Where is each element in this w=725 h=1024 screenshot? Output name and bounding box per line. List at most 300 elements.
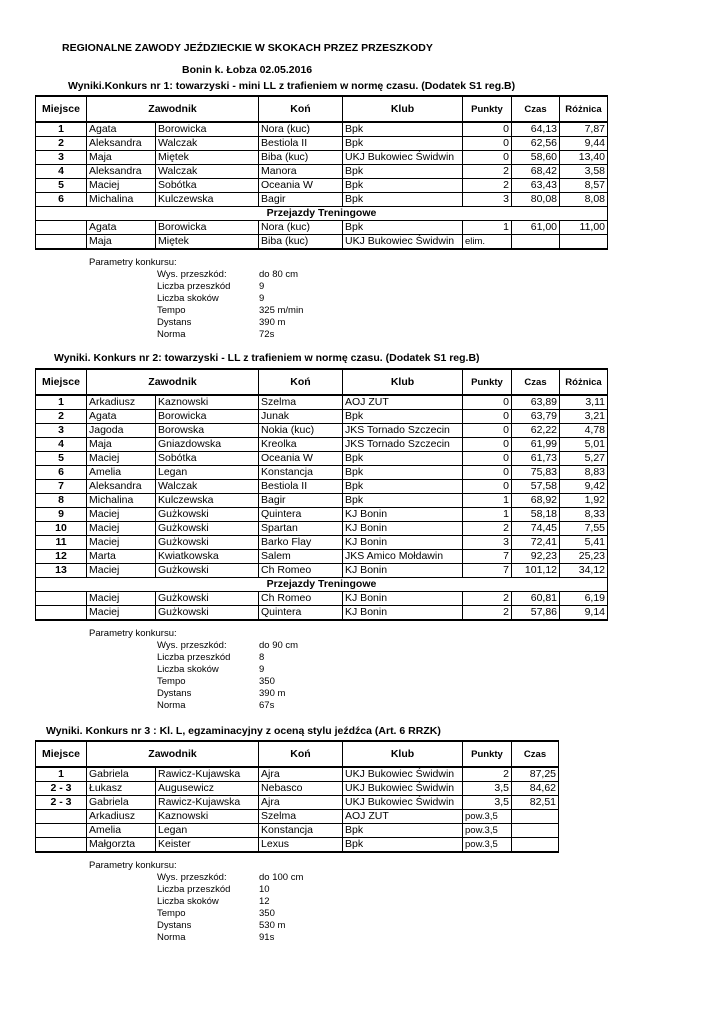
cell-roznica: 6,19 (560, 592, 608, 606)
table-row (36, 522, 608, 536)
parameters-label: Parametry konkursu: (89, 257, 177, 268)
cell-imie: Michalina (87, 193, 156, 207)
cell-klub: Bpk (343, 838, 463, 853)
cell-klub: JKS Amico Mołdawin (343, 550, 463, 564)
cell-nazwisko: Sobótka (156, 179, 259, 193)
header-klub: Klub (343, 96, 463, 122)
cell-imie: Michalina (87, 494, 156, 508)
cell-nazwisko: Kaznowski (156, 810, 259, 824)
cell-klub: KJ Bonin (343, 564, 463, 578)
cell-nazwisko: Rawicz-Kujawska (156, 796, 259, 810)
cell-kon: Nora (kuc) (259, 221, 343, 235)
cell-nazwisko: Gniazdowska (156, 438, 259, 452)
cell-czas: 84,62 (512, 782, 559, 796)
header-punkty: Punkty (463, 741, 512, 767)
cell-roznica: 9,42 (560, 480, 608, 494)
cell-klub: Bpk (343, 165, 463, 179)
k2-results-table (35, 368, 608, 621)
cell-roznica: 8,83 (560, 466, 608, 480)
cell-klub: KJ Bonin (343, 592, 463, 606)
cell-czas: 68,42 (512, 165, 560, 179)
table-row (36, 480, 608, 494)
cell-imie: Aleksandra (87, 480, 156, 494)
cell-klub: KJ Bonin (343, 522, 463, 536)
cell-miejsce (36, 592, 87, 606)
cell-kon: Manora (259, 165, 343, 179)
cell-imie: Agata (87, 122, 156, 137)
cell-imie: Małgorzta (87, 838, 156, 853)
cell-czas: 62,22 (512, 424, 560, 438)
table-row (36, 438, 608, 452)
header-zawodnik: Zawodnik (87, 741, 259, 767)
cell-roznica: 13,40 (560, 151, 608, 165)
cell-roznica: 7,87 (560, 122, 608, 137)
cell-imie: Maciej (87, 592, 156, 606)
parameter-name: Tempo (157, 908, 186, 919)
cell-czas (512, 824, 559, 838)
cell-punkty: 2 (463, 179, 512, 193)
table-row (36, 810, 559, 824)
header-punkty: Punkty (463, 369, 512, 395)
cell-kon: Spartan (259, 522, 343, 536)
cell-klub: Bpk (343, 494, 463, 508)
cell-punkty: 3 (463, 193, 512, 207)
k3-results-table (35, 740, 559, 853)
cell-imie: Maja (87, 235, 156, 250)
parameter-name: Wys. przeszkód: (157, 640, 227, 651)
header-czas: Czas (512, 369, 560, 395)
cell-klub: Bpk (343, 410, 463, 424)
cell-miejsce (36, 606, 87, 621)
cell-kon: Konstancja (259, 824, 343, 838)
cell-punkty: elim. (463, 235, 512, 250)
k3-title: Wyniki. Konkurs nr 3 : Kl. L, egzaminacyjny z oceną stylu jeźdźca (Art. 6 RRZK) (46, 725, 441, 737)
cell-kon: Nokia (kuc) (259, 424, 343, 438)
parameter-value: do 90 cm (259, 640, 299, 651)
cell-punkty: pow.3,5 (463, 838, 512, 853)
cell-miejsce: 2 (36, 410, 87, 424)
table-row (36, 424, 608, 438)
header-row (36, 369, 608, 395)
cell-nazwisko: Gużkowski (156, 606, 259, 621)
cell-klub: Bpk (343, 193, 463, 207)
cell-kon: Ch Romeo (259, 564, 343, 578)
document-subtitle: Bonin k. Łobza 02.05.2016 (182, 64, 313, 76)
cell-czas: 72,41 (512, 536, 560, 550)
table-row (36, 606, 608, 621)
cell-klub: AOJ ZUT (343, 395, 463, 410)
cell-nazwisko: Gużkowski (156, 522, 259, 536)
table-row (36, 494, 608, 508)
cell-imie: Arkadiusz (87, 395, 156, 410)
parameter-name: Norma (157, 932, 186, 943)
cell-czas: 60,81 (512, 592, 560, 606)
parameter-value: 9 (259, 281, 265, 292)
cell-nazwisko: Gużkowski (156, 508, 259, 522)
cell-miejsce: 1 (36, 767, 87, 782)
table-row (36, 796, 559, 810)
cell-czas: 87,25 (512, 767, 559, 782)
cell-punkty: 2 (463, 165, 512, 179)
table-row (36, 782, 559, 796)
cell-miejsce: 2 - 3 (36, 796, 87, 810)
cell-kon: Bagir (259, 193, 343, 207)
cell-imie: Maja (87, 438, 156, 452)
parameter-name: Liczba skoków (157, 664, 219, 675)
header-miejsce: Miejsce (36, 741, 87, 767)
training-separator-row (36, 578, 608, 592)
cell-miejsce: 4 (36, 165, 87, 179)
table-row (36, 767, 559, 782)
header-czas: Czas (512, 96, 560, 122)
cell-czas: 58,18 (512, 508, 560, 522)
cell-miejsce (36, 235, 87, 250)
cell-nazwisko: Miętek (156, 235, 259, 250)
cell-czas: 63,79 (512, 410, 560, 424)
parameter-name: Norma (157, 700, 186, 711)
header-miejsce: Miejsce (36, 369, 87, 395)
cell-klub: KJ Bonin (343, 508, 463, 522)
cell-miejsce: 8 (36, 494, 87, 508)
cell-czas: 101,12 (512, 564, 560, 578)
cell-klub: KJ Bonin (343, 606, 463, 621)
cell-klub: Bpk (343, 452, 463, 466)
cell-miejsce: 11 (36, 536, 87, 550)
cell-nazwisko: Kulczewska (156, 193, 259, 207)
cell-roznica: 3,58 (560, 165, 608, 179)
cell-roznica: 7,55 (560, 522, 608, 536)
cell-klub: Bpk (343, 122, 463, 137)
table-row (36, 122, 608, 137)
header-klub: Klub (343, 369, 463, 395)
header-zawodnik: Zawodnik (87, 369, 259, 395)
cell-imie: Aleksandra (87, 165, 156, 179)
cell-roznica: 25,23 (560, 550, 608, 564)
cell-czas: 63,43 (512, 179, 560, 193)
parameter-name: Tempo (157, 676, 186, 687)
cell-czas (512, 838, 559, 853)
training-label: Przejazdy Treningowe (36, 578, 608, 592)
parameter-name: Norma (157, 329, 186, 340)
parameter-value: 91s (259, 932, 275, 943)
cell-miejsce: 2 (36, 137, 87, 151)
cell-imie: Maciej (87, 452, 156, 466)
cell-imie: Maciej (87, 564, 156, 578)
cell-punkty: 0 (463, 438, 512, 452)
cell-nazwisko: Legan (156, 466, 259, 480)
parameter-value: 390 m (259, 688, 286, 699)
cell-miejsce: 3 (36, 424, 87, 438)
parameter-name: Wys. przeszkód: (157, 269, 227, 280)
cell-punkty: 0 (463, 395, 512, 410)
table-row (36, 235, 608, 250)
header-punkty: Punkty (463, 96, 512, 122)
cell-czas: 58,60 (512, 151, 560, 165)
cell-czas: 63,89 (512, 395, 560, 410)
header-zawodnik: Zawodnik (87, 96, 259, 122)
cell-roznica (560, 235, 608, 250)
cell-nazwisko: Walczak (156, 480, 259, 494)
cell-kon: Biba (kuc) (259, 151, 343, 165)
cell-miejsce: 5 (36, 179, 87, 193)
header-kon: Koń (259, 369, 343, 395)
cell-kon: Szelma (259, 395, 343, 410)
cell-klub: Bpk (343, 137, 463, 151)
parameter-value: 72s (259, 329, 275, 340)
cell-czas: 61,00 (512, 221, 560, 235)
table-row (36, 395, 608, 410)
cell-punkty: 2 (463, 606, 512, 621)
cell-nazwisko: Gużkowski (156, 564, 259, 578)
cell-imie: Łukasz (87, 782, 156, 796)
cell-roznica: 1,92 (560, 494, 608, 508)
table-row (36, 466, 608, 480)
cell-czas (512, 235, 560, 250)
parameter-name: Liczba przeszkód (157, 652, 231, 663)
cell-imie: Maciej (87, 522, 156, 536)
cell-roznica: 34,12 (560, 564, 608, 578)
cell-klub: AOJ ZUT (343, 810, 463, 824)
parameter-name: Dystans (157, 688, 192, 699)
table-row (36, 137, 608, 151)
cell-kon: Junak (259, 410, 343, 424)
cell-kon: Ajra (259, 796, 343, 810)
parameter-name: Wys. przeszkód: (157, 872, 227, 883)
parameter-value: 10 (259, 884, 270, 895)
table-row (36, 564, 608, 578)
cell-czas: 80,08 (512, 193, 560, 207)
cell-imie: Amelia (87, 466, 156, 480)
cell-punkty: pow.3,5 (463, 824, 512, 838)
cell-nazwisko: Borowicka (156, 221, 259, 235)
cell-kon: Szelma (259, 810, 343, 824)
cell-roznica: 9,14 (560, 606, 608, 621)
cell-miejsce: 12 (36, 550, 87, 564)
cell-czas: 62,56 (512, 137, 560, 151)
cell-miejsce: 10 (36, 522, 87, 536)
cell-imie: Gabriela (87, 796, 156, 810)
cell-nazwisko: Walczak (156, 165, 259, 179)
cell-nazwisko: Kaznowski (156, 395, 259, 410)
cell-imie: Maja (87, 151, 156, 165)
cell-punkty: 0 (463, 452, 512, 466)
cell-miejsce: 6 (36, 466, 87, 480)
cell-czas: 74,45 (512, 522, 560, 536)
cell-miejsce (36, 824, 87, 838)
table-row (36, 824, 559, 838)
table-row (36, 592, 608, 606)
cell-kon: Oceania W (259, 452, 343, 466)
cell-punkty: 0 (463, 424, 512, 438)
cell-nazwisko: Gużkowski (156, 536, 259, 550)
cell-klub: UKJ Bukowiec Świdwin (343, 782, 463, 796)
cell-punkty: 1 (463, 494, 512, 508)
cell-imie: Marta (87, 550, 156, 564)
cell-klub: KJ Bonin (343, 536, 463, 550)
cell-miejsce (36, 810, 87, 824)
cell-roznica: 5,01 (560, 438, 608, 452)
parameter-name: Liczba przeszkód (157, 281, 231, 292)
header-klub: Klub (343, 741, 463, 767)
cell-roznica: 8,08 (560, 193, 608, 207)
cell-punkty: 0 (463, 122, 512, 137)
cell-kon: Salem (259, 550, 343, 564)
cell-czas: 64,13 (512, 122, 560, 137)
cell-punkty: pow.3,5 (463, 810, 512, 824)
cell-klub: UKJ Bukowiec Świdwin (343, 796, 463, 810)
cell-klub: Bpk (343, 221, 463, 235)
cell-punkty: 2 (463, 522, 512, 536)
k2-title: Wyniki. Konkurs nr 2: towarzyski - LL z trafieniem w normę czasu. (Dodatek S1 reg.B) (54, 352, 480, 364)
cell-kon: Bestiola II (259, 480, 343, 494)
cell-imie: Maciej (87, 179, 156, 193)
cell-punkty: 7 (463, 564, 512, 578)
cell-nazwisko: Kwiatkowska (156, 550, 259, 564)
cell-kon: Oceania W (259, 179, 343, 193)
document-title: REGIONALNE ZAWODY JEŹDZIECKIE W SKOKACH PRZEZ PRZESZKODY (62, 42, 433, 54)
cell-punkty: 7 (463, 550, 512, 564)
cell-punkty: 1 (463, 221, 512, 235)
cell-nazwisko: Augusewicz (156, 782, 259, 796)
parameter-value: 390 m (259, 317, 286, 328)
cell-kon: Lexus (259, 838, 343, 853)
cell-roznica: 5,27 (560, 452, 608, 466)
cell-miejsce: 1 (36, 122, 87, 137)
cell-roznica: 8,57 (560, 179, 608, 193)
cell-nazwisko: Kulczewska (156, 494, 259, 508)
k1-results-table (35, 95, 608, 250)
cell-czas: 75,83 (512, 466, 560, 480)
cell-kon: Ch Romeo (259, 592, 343, 606)
cell-kon: Nora (kuc) (259, 122, 343, 137)
table-row (36, 838, 559, 853)
cell-kon: Bestiola II (259, 137, 343, 151)
cell-miejsce: 13 (36, 564, 87, 578)
parameter-name: Liczba skoków (157, 896, 219, 907)
cell-imie: Arkadiusz (87, 810, 156, 824)
cell-punkty: 0 (463, 410, 512, 424)
cell-kon: Bagir (259, 494, 343, 508)
parameter-value: do 100 cm (259, 872, 304, 883)
parameter-value: 325 m/min (259, 305, 304, 316)
cell-imie: Maciej (87, 508, 156, 522)
cell-imie: Amelia (87, 824, 156, 838)
training-separator-row (36, 207, 608, 221)
header-row (36, 741, 559, 767)
cell-nazwisko: Keister (156, 838, 259, 853)
training-label: Przejazdy Treningowe (36, 207, 608, 221)
cell-kon: Quintera (259, 606, 343, 621)
cell-miejsce: 3 (36, 151, 87, 165)
cell-imie: Maciej (87, 536, 156, 550)
table-row (36, 193, 608, 207)
cell-roznica: 8,33 (560, 508, 608, 522)
cell-kon: Barko Flay (259, 536, 343, 550)
cell-klub: Bpk (343, 179, 463, 193)
cell-punkty: 2 (463, 592, 512, 606)
table-row (36, 452, 608, 466)
header-czas: Czas (512, 741, 559, 767)
cell-imie: Agata (87, 410, 156, 424)
cell-klub: Bpk (343, 466, 463, 480)
header-kon: Koń (259, 741, 343, 767)
cell-klub: Bpk (343, 824, 463, 838)
parameter-name: Dystans (157, 920, 192, 931)
cell-punkty: 3 (463, 536, 512, 550)
cell-nazwisko: Miętek (156, 151, 259, 165)
parameter-value: do 80 cm (259, 269, 299, 280)
cell-punkty: 0 (463, 137, 512, 151)
header-roznica: Różnica (560, 96, 608, 122)
table-row (36, 536, 608, 550)
cell-kon: Ajra (259, 767, 343, 782)
parameter-name: Tempo (157, 305, 186, 316)
cell-klub: UKJ Bukowiec Świdwin (343, 235, 463, 250)
table-row (36, 550, 608, 564)
cell-miejsce: 9 (36, 508, 87, 522)
cell-miejsce (36, 838, 87, 853)
cell-klub: UKJ Bukowiec Świdwin (343, 767, 463, 782)
parameter-value: 530 m (259, 920, 286, 931)
cell-imie: Aleksandra (87, 137, 156, 151)
cell-nazwisko: Legan (156, 824, 259, 838)
parameter-value: 9 (259, 293, 265, 304)
parameter-value: 67s (259, 700, 275, 711)
cell-miejsce (36, 221, 87, 235)
cell-klub: Bpk (343, 480, 463, 494)
cell-kon: Kreolka (259, 438, 343, 452)
cell-imie: Jagoda (87, 424, 156, 438)
cell-nazwisko: Walczak (156, 137, 259, 151)
cell-kon: Konstancja (259, 466, 343, 480)
cell-roznica: 4,78 (560, 424, 608, 438)
cell-imie: Gabriela (87, 767, 156, 782)
cell-nazwisko: Borowicka (156, 410, 259, 424)
cell-nazwisko: Borowicka (156, 122, 259, 137)
table-row (36, 221, 608, 235)
cell-miejsce: 4 (36, 438, 87, 452)
cell-czas: 57,58 (512, 480, 560, 494)
cell-nazwisko: Gużkowski (156, 592, 259, 606)
cell-kon: Nebasco (259, 782, 343, 796)
cell-czas: 68,92 (512, 494, 560, 508)
table-row (36, 151, 608, 165)
cell-nazwisko: Borowska (156, 424, 259, 438)
cell-nazwisko: Sobótka (156, 452, 259, 466)
cell-roznica: 5,41 (560, 536, 608, 550)
header-miejsce: Miejsce (36, 96, 87, 122)
cell-roznica: 3,21 (560, 410, 608, 424)
cell-roznica: 9,44 (560, 137, 608, 151)
header-roznica: Różnica (560, 369, 608, 395)
table-row (36, 165, 608, 179)
cell-punkty: 0 (463, 480, 512, 494)
cell-imie: Maciej (87, 606, 156, 621)
cell-punkty: 3,5 (463, 796, 512, 810)
cell-punkty: 0 (463, 151, 512, 165)
parameters-label: Parametry konkursu: (89, 628, 177, 639)
table-row (36, 410, 608, 424)
parameter-name: Liczba przeszkód (157, 884, 231, 895)
cell-miejsce: 5 (36, 452, 87, 466)
parameter-value: 8 (259, 652, 265, 663)
cell-czas: 61,99 (512, 438, 560, 452)
cell-punkty: 1 (463, 508, 512, 522)
cell-klub: JKS Tornado Szczecin (343, 424, 463, 438)
parameter-value: 12 (259, 896, 270, 907)
cell-punkty: 3,5 (463, 782, 512, 796)
table-row (36, 508, 608, 522)
